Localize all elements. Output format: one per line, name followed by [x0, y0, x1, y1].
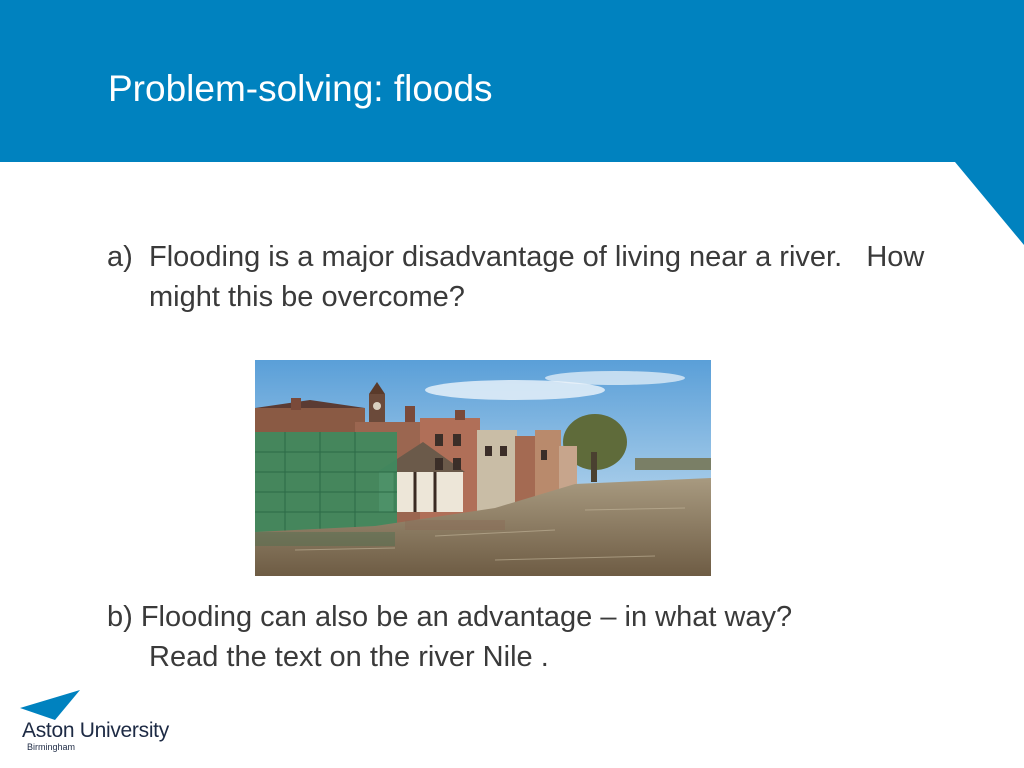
bullet-b-line1: b) Flooding can also be an advantage – in what way? — [107, 601, 793, 633]
bullet-b — [107, 597, 987, 677]
bullet-a — [107, 237, 933, 317]
bullet-a-marker: a) — [107, 241, 133, 273]
logo-subtitle: Birmingham — [27, 742, 76, 752]
header-band — [0, 0, 1024, 250]
bullet-a-text: Flooding is a major disadvantage of living near a river. How might this be overcome? — [149, 241, 933, 313]
slide-title: Problem-solving: floods — [108, 68, 493, 109]
bullet-b-line2: Read the text on the river Nile . — [149, 641, 549, 673]
logo-name: Aston University — [22, 719, 169, 742]
flood-photo — [255, 360, 711, 576]
